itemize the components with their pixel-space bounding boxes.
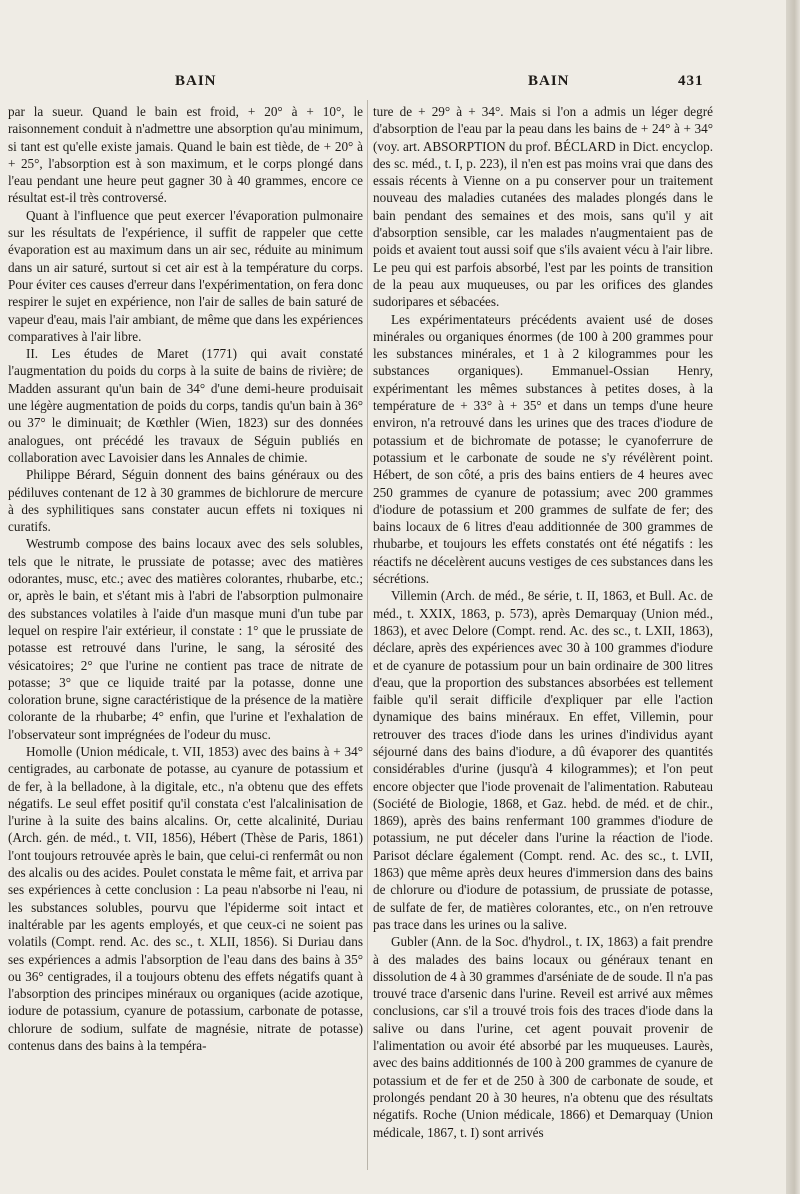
paragraph: II. Les études de Maret (1771) qui avait constaté l'augmentation du poids du corps à la suite de bains de rivière; de Madden assurant qu'un bain de 34° d'une demi-heure produisait une légère augmentation de poids du corps, tandis qu'un bain à 36° ou 37° le diminuait; de Kœthler (Wien, 1823) sur des données analogues, ont précédé les travaux de Séguin publiés en collaboration avec Lavoisier dans les Annales de chimie. [8,346,363,465]
page-number: 431 [678,73,704,89]
running-head-left: BAIN [175,73,217,89]
paragraph: ture de + 29° à + 34°. Mais si l'on a admis un léger degré d'absorption de l'eau par la peau dans les bains de + 24° à + 34° (voy. art. ABSORPTION du prof. BÉCLARD in Dict. encyclop. des sc. méd., t. I, p. 223), il n'en est pas moins vrai que dans des essais récents à Vienne on a pu conserver pour un traitement nouveau des maladies cutanées des malades plongés dans le bain pendant des semaines et des mois, sans qu'il y ait d'absorption sensible, car les malades n'augmentaient pas de poids et avaient tout aussi soif que s'ils avaient vécu à l'air libre. Le peu qui est parfois absorbé, l'est par les points de transition de la peau aux muqueuses, ou par les orifices des glandes sudoripares et sébacées. [373,104,713,310]
running-head-center: BAIN [528,73,570,89]
left-text-column [8,103,363,1173]
paragraph: Les expérimentateurs précédents avaient usé de doses minérales ou organiques énormes (de 100 à 200 grammes pour les substances minérales, et 1 à 2 kilogrammes pour les substances organiques). Emmanuel-Ossian Henry, expérimentant les mêmes substances à petites doses, à la température de + 33° à + 35° et dans un temps d'une heure environ, n'a retrouvé dans les urines que des traces d'iodure de potassium et de bichromate de potasse; le cyanoferrure de potassium et le carbonate de soude ne s'y révélèrent point. Hébert, de son côté, a pris des bains entiers de 4 heures avec 250 grammes de cyanure de potassium; avec 200 grammes d'iodure de potassium et 200 grammes de sulfate de fer; des bains locaux de 6 litres d'eau additionnée de 300 grammes de rhubarbe, et toujours les effets constatés ont été négatifs : les réactifs ne décelèrent aucuns vestiges de ces substances dans les sécrétions. [373,311,713,587]
paragraph: Villemin (Arch. de méd., 8e série, t. II, 1863, et Bull. Ac. de méd., t. XXIX, 1863, p. 573), après Demarquay (Union méd., 1863), et avec Delore (Compt. rend. Ac. des sc., t. LXII, 1863), déclare, après des expériences avec 30 à 100 grammes d'iodure et de cyanure de potassium pour un bain ordinaire de 300 litres d'eau, que la proportion des substances absorbées est tellement faible qu'il serait difficile d'expliquer par elle l'action dynamique des bains minéraux. En effet, Villemin, pour retrouver des traces d'iode dans les urines d'individus ayant séjourné dans des bains d'iodure, a dû évaporer des quantités considérables d'urine (jusqu'à 4 kilogrammes); et l'on peut encore objecter que l'iode provenait de l'alimentation. Rabuteau (Société de Biologie, 1868, et Gaz. hebd. de méd. et de chir., 1869), après des bains renfermant 100 grammes d'iodure de potassium, ne put déceler dans l'urine la réaction de l'iode. Parisot déclare également (Compt. rend. Ac. des sc., t. LVII, 1863) que même après deux heures d'immersion dans des bains de chlorure ou d'iodure de potassium, de prussiate de potasse, de sulfate de fer, de matières colorantes, etc., on n'en retrouve pas trace dans les urines ou la salive. [373,588,713,932]
right-text-column [373,103,713,1173]
paragraph: Gubler (Ann. de la Soc. d'hydrol., t. IX, 1863) a fait prendre à des malades des bains locaux ou généraux tenant en dissolution de 4 à 30 grammes d'arséniate de de soude. Il n'a pas trouvé trace d'arsenic dans l'urine. Reveil est arrivé aux mêmes conclusions, car s'il a trouvé trois fois des traces d'iode dans la salive ou dans l'urine, cet agent pouvait provenir de l'alimentation ou avoir été absorbé par les muqueuses. Laurès, avec des bains additionnés de 100 à 200 grammes de cyanure de potassium et de fer et de 250 à 300 de carbonate de soude, et prolongés pendant 20 à 30 heures, n'a obtenu que des résultats négatifs. Roche (Union médicale, 1866) et Demarquay (Union médicale, 1867, t. I) sont arrivés [373,934,713,1140]
paragraph: Quant à l'influence que peut exercer l'évaporation pulmonaire sur les résultats de l'expérience, il suffit de rappeler que cette évaporation est au maximum dans un air sec, réduite au minimum dans un air saturé, surtout si cet air est à la température du corps. Pour éviter ces causes d'erreur dans l'expérimentation, on fera donc respirer le sujet en expérience, non l'air de salles de bain saturé de vapeur d'eau, mais l'air ambiant, de même que dans les expériences comparatives à l'air libre. [8,207,363,344]
paragraph: Homolle (Union médicale, t. VII, 1853) avec des bains à + 34° centigrades, au carbonate de potasse, au cyanure de potassium et de fer, à la belladone, à la digitale, etc., n'a obtenu que des effets négatifs. Le seul effet positif qu'il constata c'est l'alcalinisation de l'urine à la suite des bains alcalins. Or, cette alcalinité, Duriau (Arch. gén. de méd., t. VII, 1856), Hébert (Thèse de Paris, 1861) l'ont toujours retrouvée après le bain, que celui-ci renfermât ou non des alcalis ou des acides. Poulet constata le même fait, et arriva par ses expériences à cette conclusion : La peau n'absorbe ni l'eau, ni les substances solubles, pourvu que l'épiderme soit intact et inaltérable par les agents employés, et que ceux-ci ne soient pas volatils (Compt. rend. Ac. des sc., t. XLII, 1856). Si Duriau dans ses expériences a admis l'absorption de l'eau dans des bains à 35° ou 36° centigrades, il a toujours obtenu des effets négatifs quant à l'absorption des principes minéraux ou organiques (acide azotique, iodure de potassium, cyanure de potassium, carbonate de potasse, chlorure de sodium, sulfate de magnésie, nitrate de potasse) contenus dans des bains à la tempéra- [8,743,363,1054]
paragraph: par la sueur. Quand le bain est froid, + 20° à + 10°, le raisonnement conduit à n'admettre une absorption qu'au minimum, si tant est qu'elle existe jamais. Quand le bain est tiède, de + 20° à + 25°, l'absorption est à son maximum, et le corps plongé dans l'eau pendant une heure peut gagner 30 à 40 grammes, encore ce résultat est-il très controversé. [8,104,363,206]
paragraph: Philippe Bérard, Séguin donnent des bains généraux ou des pédiluves contenant de 12 à 30 grammes de bichlorure de mercure à des syphilitiques sans constater aucun effets ni toxiques ni curatifs. [8,467,363,535]
column-divider [367,100,368,1170]
paragraph: Westrumb compose des bains locaux avec des sels solubles, tels que le nitrate, le prussiate de potasse; avec des matières odorantes, musc, etc.; avec des matières colorantes, rhubarbe, etc.; or, après le bain, et s'étant mis à l'abri de l'absorption pulmonaire des substances volatiles à l'aide d'un masque muni d'un tube par lequel on respire l'air extérieur, il constate : 1° que le prussiate de potasse est retrouvé dans l'urine, le sang, la sérosité des vésicatoires; 2° que l'urine ne contient pas trace de nitrate de potasse; 3° que ce liquide traité par la potasse, donne une coloration brune, signe caractéristique de la présence de la matière colorante de la rhubarbe; 4° enfin, que l'urine et l'exhalation de l'observateur sont imprégnées de l'odeur du musc. [8,536,363,742]
page-edge [786,0,800,1194]
